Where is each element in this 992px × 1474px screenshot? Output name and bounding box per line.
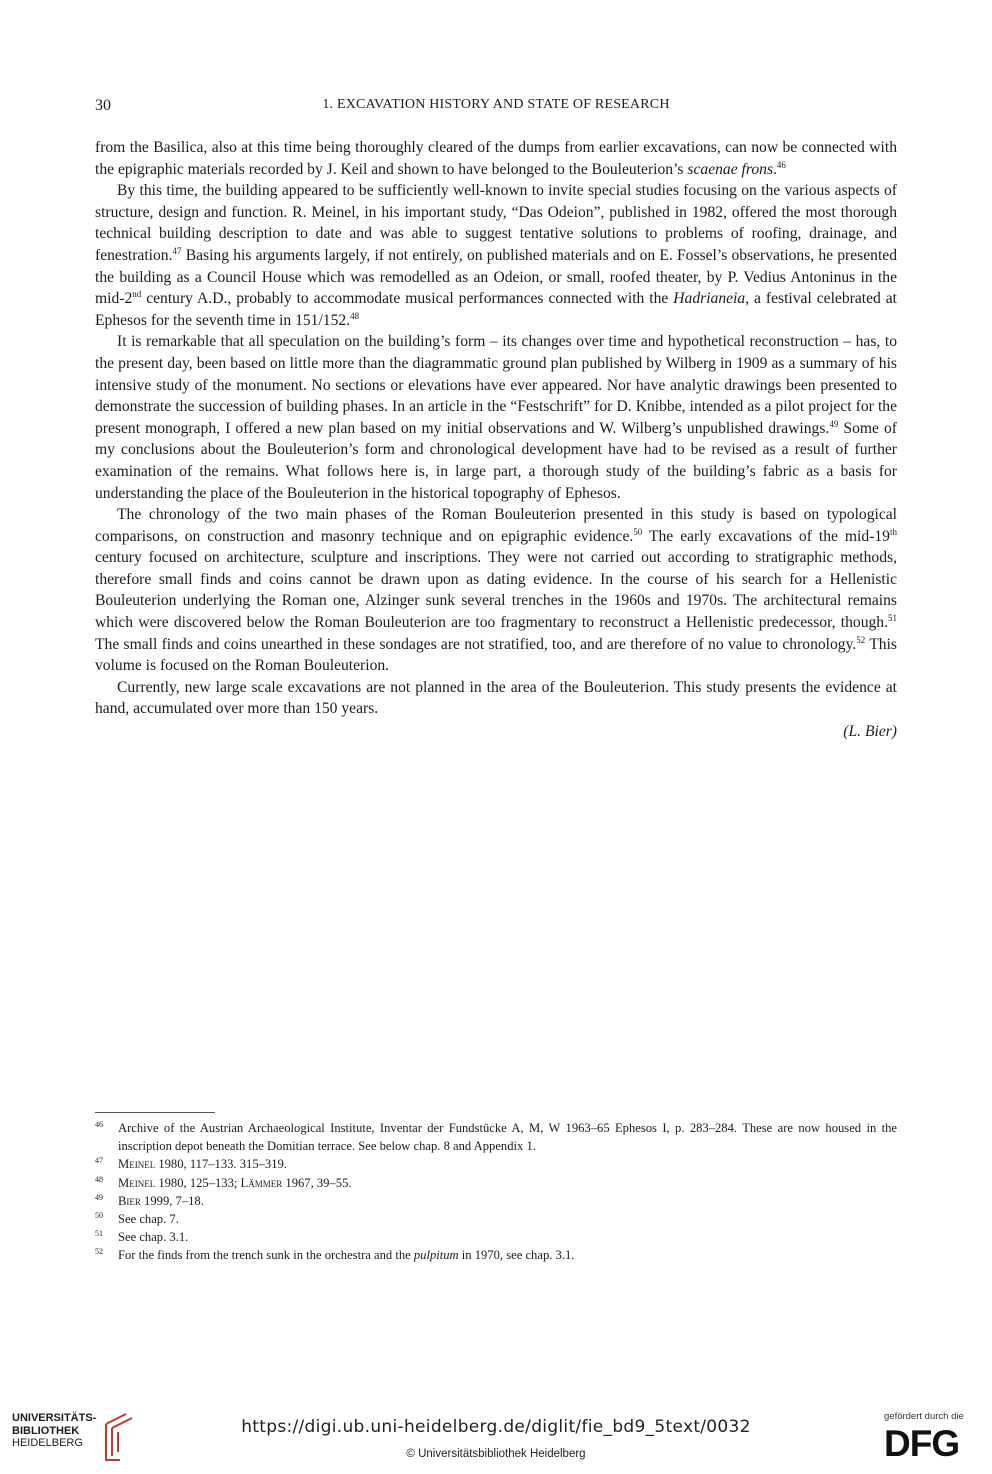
source-url-link[interactable]: https://digi.ub.uni-heidelberg.de/diglit/fie_bd9_5text/0032 (241, 1417, 751, 1437)
footnote-46: 46 Archive of the Austrian Archaeological Institute, Inventar der Fundstücke A, M, W 1963–65 Ephesos I, p. 283–284. These are now housed in the inscription depot beneath the Domitian terrace. See below chap. 8 and Appendix 1. (95, 1120, 897, 1154)
footnote-ref-46[interactable]: 46 (776, 159, 786, 170)
paragraph-5: Currently, new large scale excavations are not planned in the area of the Bouleuterion. This study presents the evidence at hand, accumulated over more than 150 years. (95, 678, 897, 718)
footnote-ref-48[interactable]: 48 (350, 310, 360, 321)
footnote-ref-49[interactable]: 49 (829, 418, 839, 429)
running-head: 1. EXCAVATION HISTORY AND STATE OF RESEARCH (322, 97, 670, 112)
footnote-50: 50 See chap. 7. (95, 1211, 179, 1227)
main-text (95, 137, 897, 743)
footnote-divider (95, 1112, 215, 1113)
footnote-51: 51 See chap. 3.1. (95, 1229, 189, 1245)
paragraph-2: By this time, the building appeared to be sufficiently well-known to invite special studies focusing on the various aspects of structure, design and function. R. Meinel, in his important study, “Das Odeion”, published in 1982, offered the most thorough technical building description to date and was able to suggest tentative solutions to problems of roofing, drainage, and fenestration.$^{47}$ Basing his arguments largely, if not entirely, on published materials and on E. Fossel’s observations, he presented the building as a Council House which was remodelled as an Odeion, or small, roofed theater, by P. Vedius Antoninus in the mid-2nd century A.D., probably to accommodate musical performances connected with the Hadrianeia, a festival celebrated at Ephesos for the seventh time in 151/152.48 (95, 182, 898, 329)
paragraph-3: It is remarkable that all speculation on the building’s form – its changes over time and hypothetical reconstruction – has, to the present day, been based on little more than the diagrammatic ground plan published by Wilberg in 1909 as a summary of his intensive study of the monument. No sections or elevations have ever appeared. Nor have analytic drawings been presented to demonstrate the succession of building phases. In an article in the “Festschrift” for D. Knibbe, intended as a pilot project for the present monograph, I offered a new plan based on my initial observations and W. Wilberg’s unpublished drawings.$^{49}$ Some of my conclusions about the Bouleuterion’s form and chronological development have had to be revised as a result of further examination of the remains. What follows here is, in large part, a thorough study of the building’s fabric as a basis for understanding the place of the Bouleuterion in the historical topography of Ephesos. (95, 333, 898, 502)
library-logo[interactable]: UNIVERSITÄTS- BIBLIOTHEK HEIDELBERG (12, 1412, 97, 1449)
footnote-ref-47[interactable]: 47 (172, 245, 182, 256)
footnote-47: 47 Meinel 1980, 117–133. 315–319. (95, 1156, 287, 1172)
paragraph-1: from the Basilica, also at this time being thoroughly cleared of the dumps from earlier excavations, can now be connected with the epigraphic materials recorded by J. Keil and shown to have belonged to the Bouleuterion’s scaenae frons.$^{46}$ (95, 139, 897, 178)
footnote-52: 52 For the finds from the trench sunk in the orchestra and the pulpitum in 1970, see chap. 3.1. (95, 1247, 575, 1263)
paragraph-4: The chronology of the two main phases of the Roman Bouleuterion presented in this study is based on typological comparisons, on construction and masonry technique and on epigraphic evidence.$^{50}$ The early excavations of the mid-19th century focused on architecture, sculpture and inscriptions. They were not carried out according to stratigraphic methods, therefore small finds and coins cannot be drawn upon as dating evidence. In the course of his search for a Hellenistic Bouleuterion underlying the Roman one, Alzinger sunk several trenches in the 1960s and 1970s. The architectural remains which were discovered below the Roman Bouleuterion are too fragmentary to reconstruct a Hellenistic predecessor, though.$^{51}$ The small finds and coins unearthed in these sondages are not stratified, too, and are therefore of no value to chronology.$^{52}$ This volume is focused on the Roman Bouleuterion. (95, 506, 897, 675)
dfg-logo[interactable]: DFG (884, 1423, 960, 1464)
copyright-notice: © Universitätsbibliothek Heidelberg (406, 1448, 586, 1460)
funding-note: gefördert durch die (884, 1411, 964, 1422)
page-number: 30 (95, 97, 111, 114)
footnote-ref-52[interactable]: 52 (856, 634, 866, 645)
footnote-48: 48 Meinel 1980, 125–133; Lämmer 1967, 39–55. (95, 1174, 352, 1190)
footnote-ref-50[interactable]: 50 (633, 526, 643, 537)
author-signature: (L. Bier) (843, 723, 897, 741)
footnote-ref-51[interactable]: 51 (888, 613, 897, 624)
footer (0, 1398, 992, 1474)
footnotes (95, 1119, 897, 1265)
footnote-49: 49 Bier 1999, 7–18. (95, 1192, 204, 1208)
